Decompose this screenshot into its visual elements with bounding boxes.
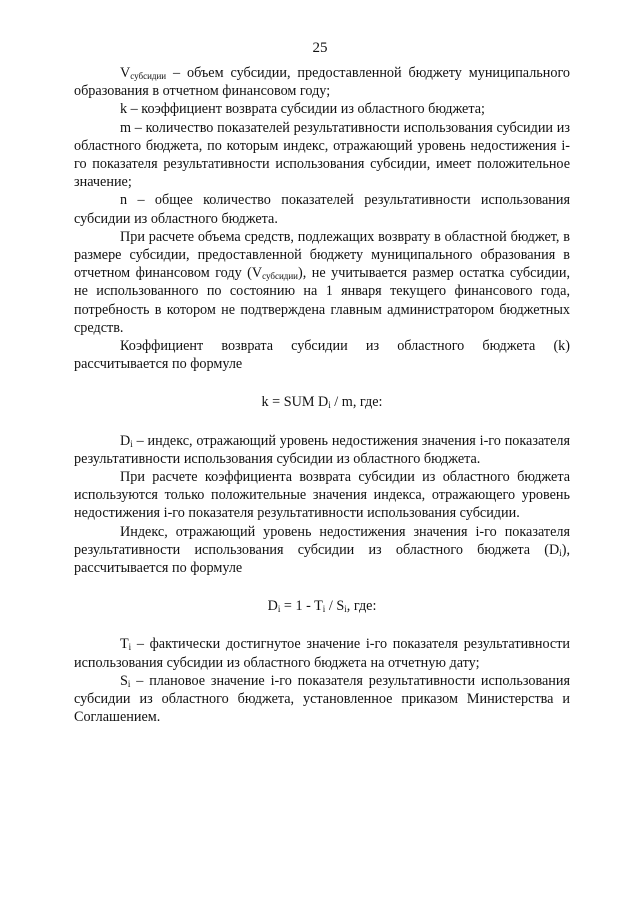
paragraph-index — [74, 523, 570, 578]
formula-k-left: k = SUM D — [261, 394, 329, 411]
formula-k-sub: i — [328, 400, 331, 411]
s-sub: i — [127, 678, 131, 689]
formula-k — [74, 393, 570, 411]
remainder-text-before: При расчете объема средств, подлежащих возврату в областной бюджет, в размере субсидии, предоставленной бюджету муниципального образования в отчетном финансовом году (V — [74, 228, 570, 282]
formula-d-s2: i — [322, 604, 326, 615]
remainder-subscript: субсидии — [262, 271, 298, 282]
t-symbol: T — [120, 636, 129, 653]
definition-m: m – количество показателей результативности использования субсидии из областного бюджета, по которым индекс, отражающий уровень недостижения i-го показателя результативности использования субсидии, имеет положительное значение; — [74, 119, 570, 191]
formula-d-p4: , где: — [346, 598, 377, 615]
index-text: Индекс, отражающий уровень недостижения значения i-го показателя результативности использования субсидии из областного бюджета (D — [74, 523, 570, 558]
index-text-after: ), рассчитывается по формуле — [74, 541, 570, 577]
d-text: – индекс, отражающий уровень недостижения значения i-го показателя результативности использования субсидии из областного бюджета. — [74, 432, 570, 467]
formula-d-s1: i — [277, 604, 281, 615]
formula-d-p2: = 1 - T — [280, 598, 323, 615]
formula-k-right: / m, где: — [330, 394, 383, 411]
formula-d-s3: i — [344, 604, 347, 615]
paragraph-k-intro: Коэффициент возврата субсидии из областного бюджета (k) рассчитывается по формуле — [74, 338, 570, 373]
definition-n: n – общее количество показателей результативности использования субсидии из областного бюджета. — [74, 192, 570, 227]
d-symbol: D — [120, 432, 131, 449]
t-sub: i — [128, 642, 132, 653]
v-subscript: субсидии — [130, 71, 167, 81]
page-number: 25 — [312, 40, 328, 56]
v-symbol: V — [120, 65, 131, 81]
paragraph-remainder — [74, 228, 570, 337]
definition-d — [74, 432, 570, 468]
definition-t — [74, 635, 570, 671]
paragraph-positive: При расчете коэффициента возврата субсидии из областного бюджета используются только положительные значения индекса, отражающего уровень недостижения i-го показателя результативности использования субсидии. — [74, 469, 570, 522]
formula-d — [74, 597, 570, 615]
definition-k: k – коэффициент возврата субсидии из областного бюджета; — [120, 101, 485, 118]
formula-d-p1: D — [267, 598, 278, 615]
document-body — [74, 64, 570, 727]
definition-s — [74, 672, 570, 727]
formula-d-p3: / S — [325, 598, 345, 615]
t-text: – фактически достигнутое значение i-го показателя результативности использования субсидии из областного бюджета на отчетную дату; — [74, 636, 570, 671]
index-sub: i — [559, 547, 562, 558]
v-text: – объем субсидии, предоставленной бюджету муниципального образования в отчетном финансовом году; — [74, 65, 570, 100]
definition-v — [74, 64, 570, 100]
s-symbol: S — [120, 672, 128, 689]
remainder-text-after: ), не учитывается размер остатка субсидии, не использованного по состоянию на 1 января текущего финансового года, потребность в котором не подтверждена главным администратором бюджетных средств. — [74, 265, 570, 336]
d-sub: i — [130, 438, 133, 449]
s-text: – плановое значение i-го показателя результативности использования субсидии из областного бюджета, установленное приказом Министерства и Соглашением. — [74, 672, 570, 726]
